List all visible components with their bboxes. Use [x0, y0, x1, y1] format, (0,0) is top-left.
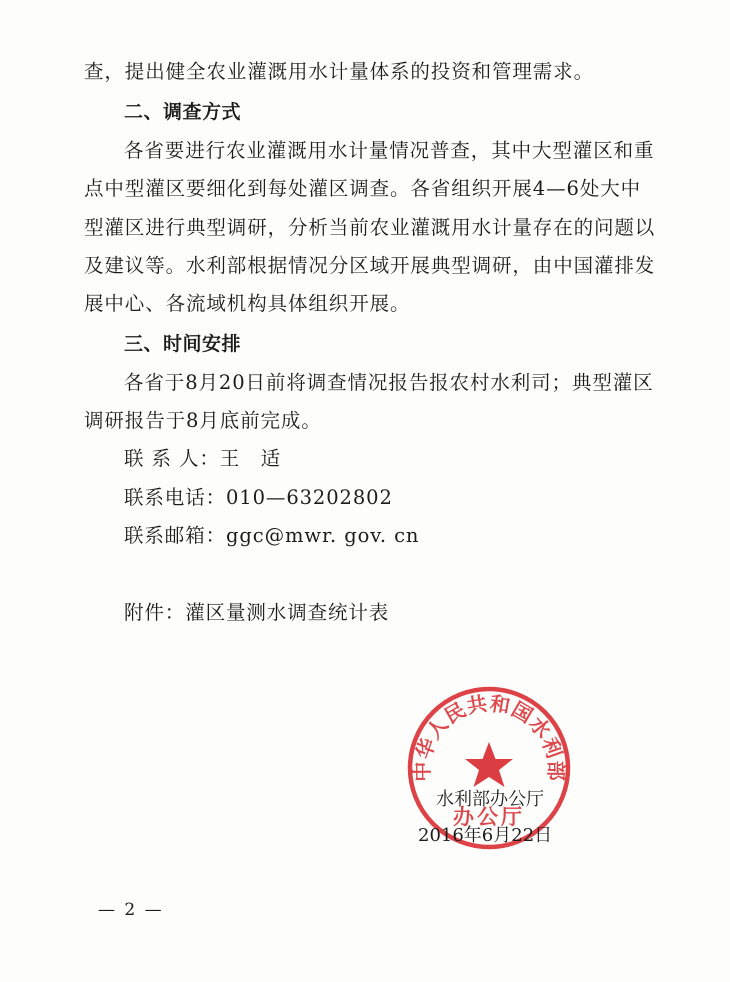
section-heading-survey-method: 二、调查方式	[124, 101, 242, 123]
section-heading-schedule: 三、时间安排	[124, 333, 242, 355]
signature-date: 2016年6月22日	[418, 825, 553, 846]
body-line-3: 点中型灌区要细化到每处灌区调查。各省组织开展4—6处大中	[84, 177, 642, 200]
body-line-6: 展中心、各流域机构具体组织开展。	[84, 292, 411, 315]
attachment-line: 附件：灌区量测水调查统计表	[124, 601, 390, 624]
body-line-5: 及建议等。水利部根据情况分区域开展典型调研，由中国灌排发	[84, 254, 656, 277]
body-line-8: 调研报告于8月底前完成。	[84, 409, 322, 432]
contact-email: 联系邮箱：ggc@mwr. gov. cn	[124, 524, 420, 547]
svg-text:中华人民共和国水利部: 中华人民共和国水利部	[409, 691, 569, 782]
signature-org: 水利部办公厅	[436, 789, 544, 810]
page-number: — 2 —	[98, 900, 164, 920]
body-line-7: 各省于8月20日前将调查情况报告报农村水利司；典型灌区	[124, 371, 654, 394]
contact-phone: 联系电话：010—63202802	[124, 486, 393, 509]
body-line-4: 型灌区进行典型调研，分析当前农业灌溉用水计量存在的问题以	[84, 216, 656, 239]
seal-center-text: 办公厅	[453, 805, 525, 829]
body-line-2: 各省要进行农业灌溉用水计量情况普查，其中大型灌区和重	[124, 139, 655, 162]
body-line-1: 查，提出健全农业灌溉用水计量体系的投资和管理需求。	[84, 60, 595, 83]
contact-person: 联 系 人：王 适	[124, 447, 281, 470]
